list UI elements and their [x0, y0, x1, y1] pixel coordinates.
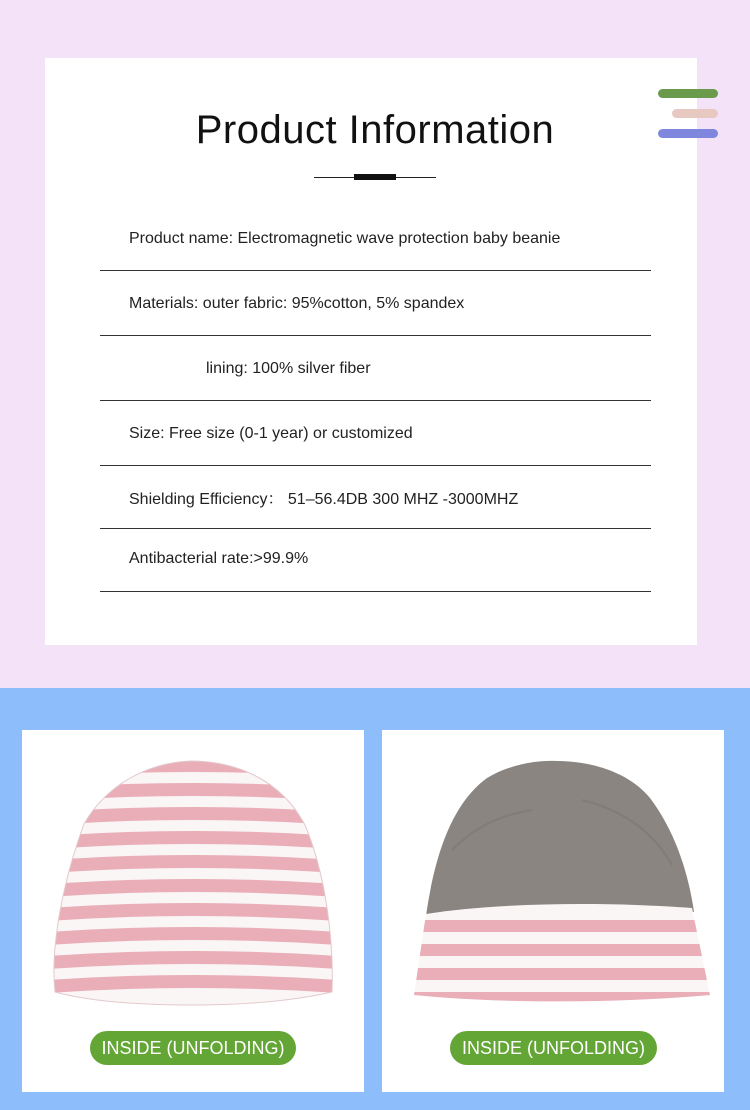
info-row-text: Antibacterial rate:>99.9% [129, 550, 309, 567]
info-row-text: Shielding Efficiency： 51–56.4DB 300 MHZ -3000MHZ [129, 491, 519, 508]
info-row-size [100, 401, 651, 466]
label-pill-right: INSIDE (UNFOLDING) [450, 1031, 657, 1065]
info-row-lining [100, 336, 651, 401]
info-row-antibacterial [100, 529, 651, 592]
info-row-product-name [100, 206, 651, 271]
info-row-shielding [100, 466, 651, 529]
page-title: Product Information [195, 108, 555, 152]
decor-bar-green [658, 89, 718, 98]
info-row-text: lining: 100% silver fiber [206, 360, 371, 377]
info-row-materials [100, 271, 651, 336]
info-row-text: Materials: outer fabric: 95%cotton, 5% spandex [129, 295, 465, 312]
info-row-text: Size: Free size (0-1 year) or customized [129, 425, 413, 442]
info-row-text: Product name: Electromagnetic wave protection baby beanie [129, 230, 561, 247]
label-pill-left: INSIDE (UNFOLDING) [90, 1031, 296, 1065]
title-divider-accent [354, 174, 396, 180]
